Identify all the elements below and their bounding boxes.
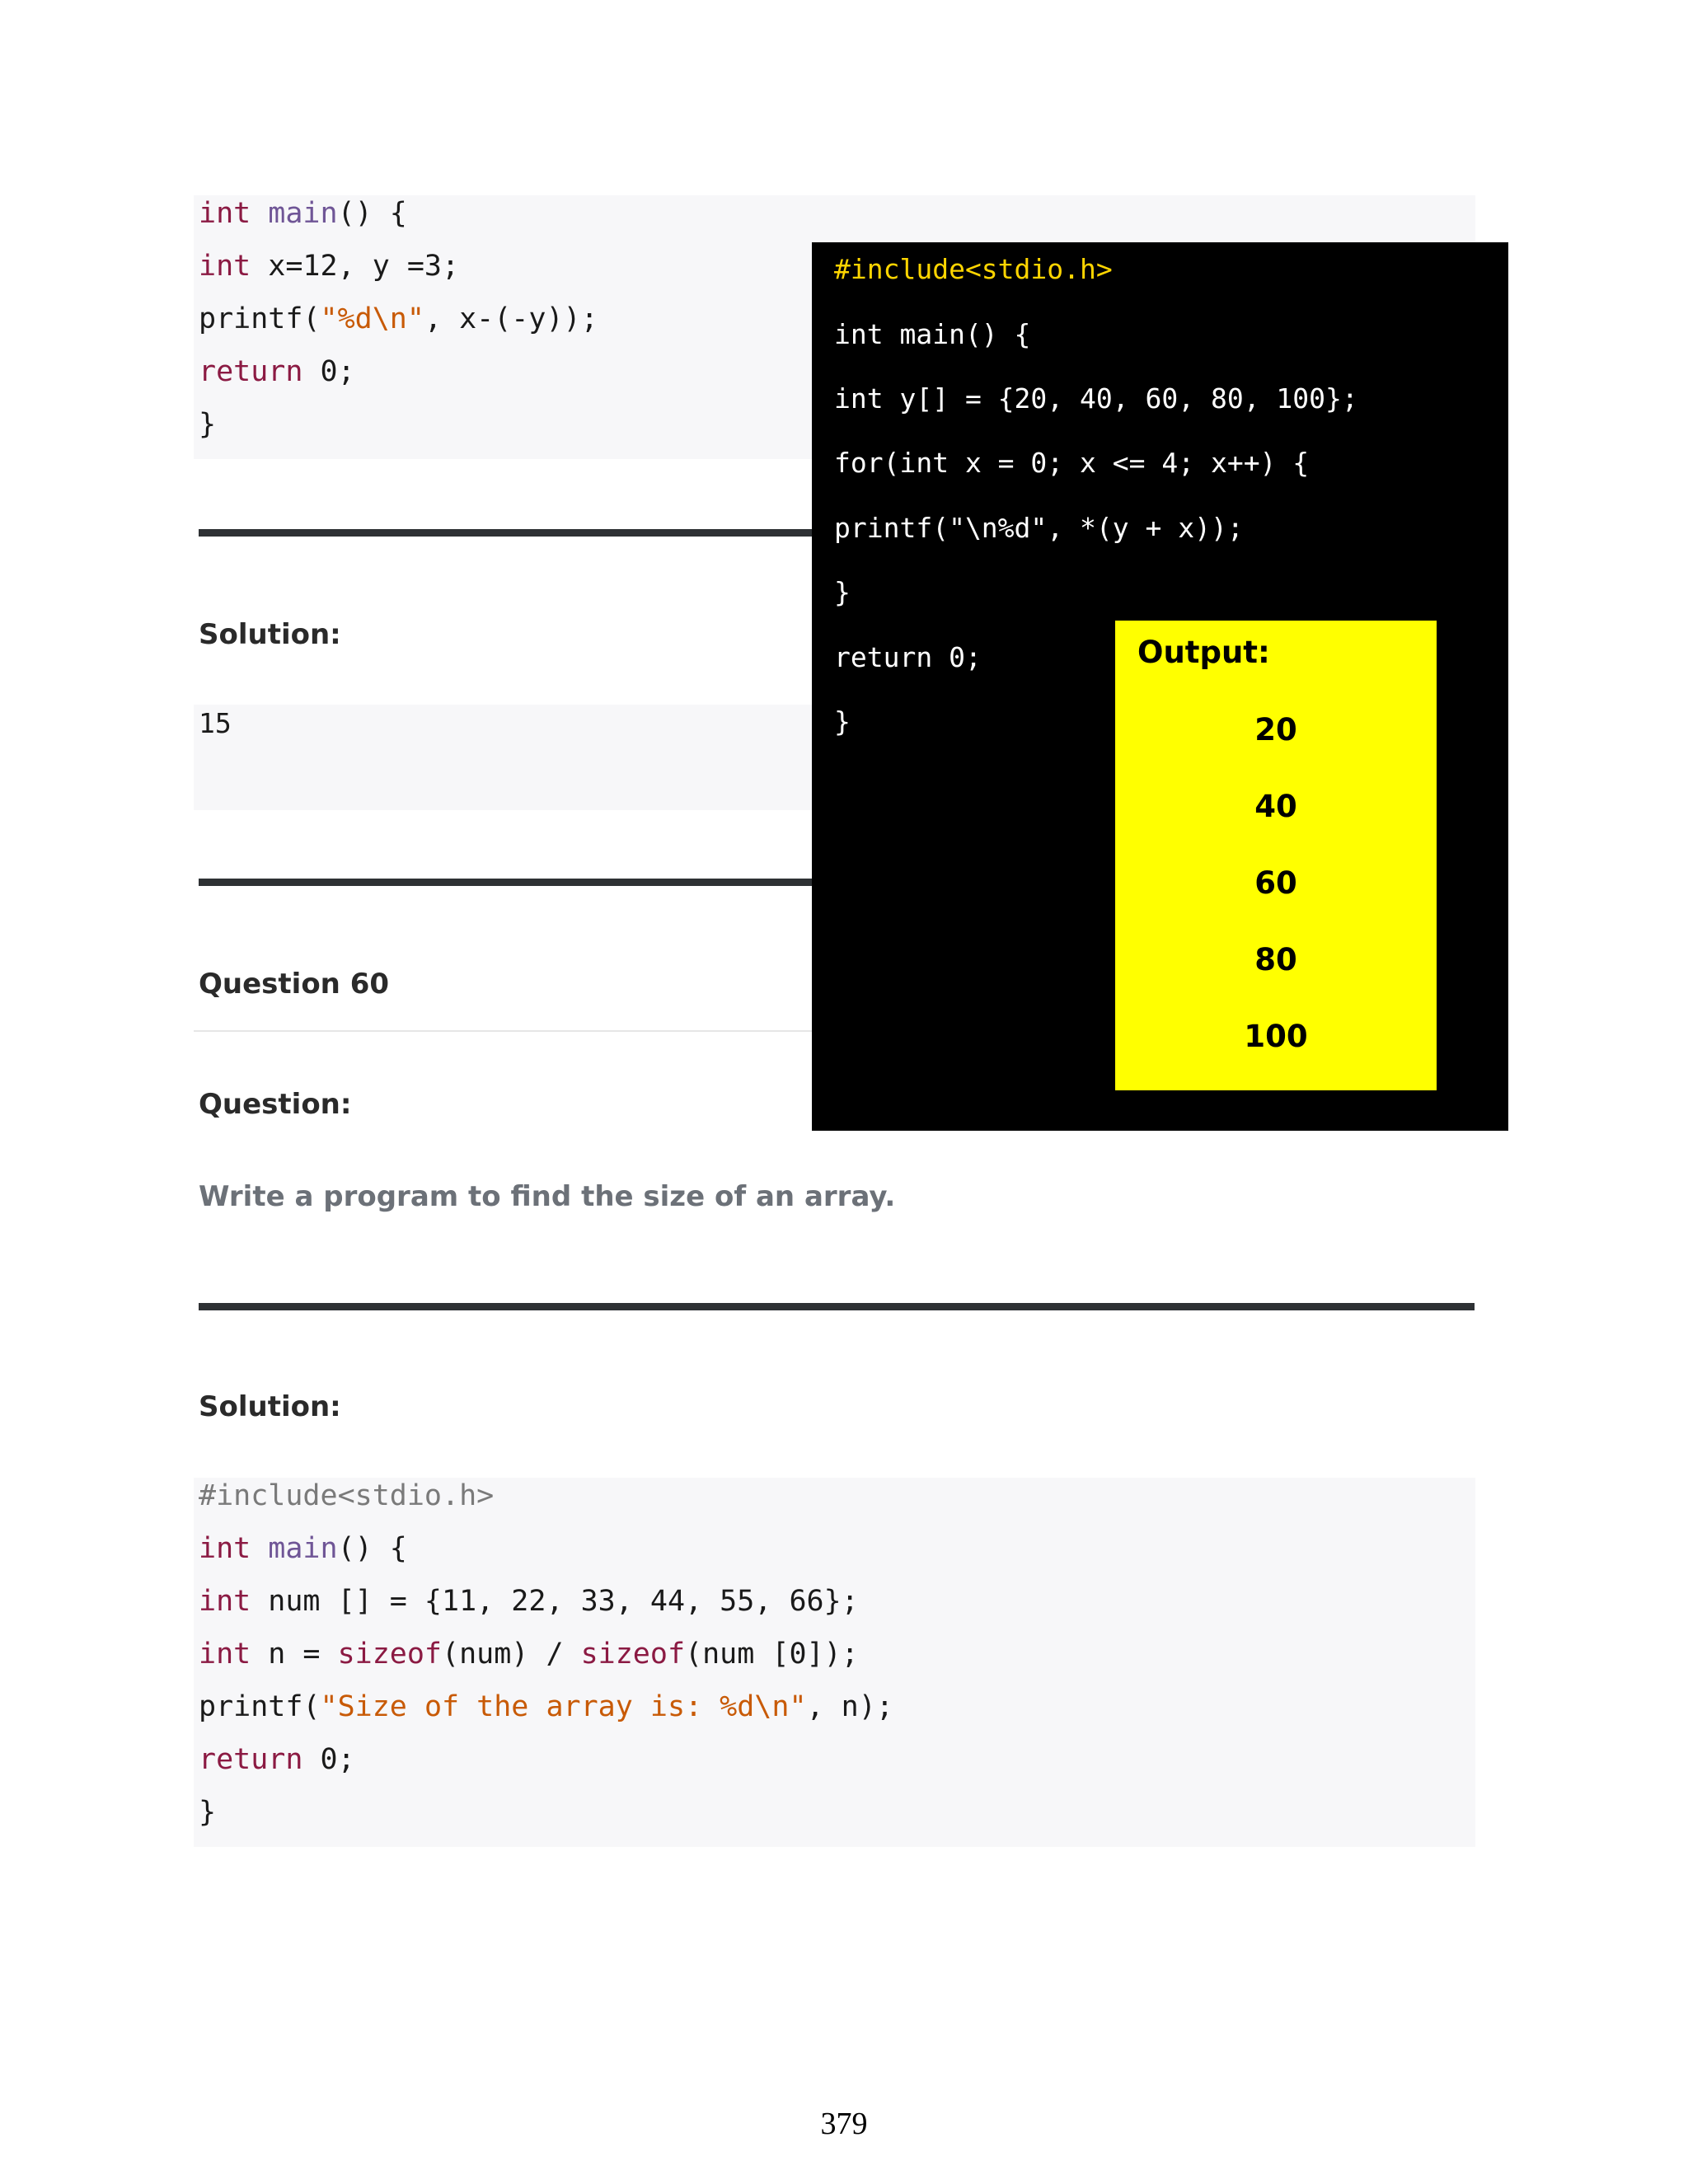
code-line: #include<stdio.h> [199,1479,495,1512]
overlay-code-line: for(int x = 0; x <= 4; x++) { [834,447,1310,479]
code-function: main [251,197,338,230]
code-line [199,301,598,337]
code-string: "Size of the array is: %d\n" [320,1690,807,1723]
overlay-code-line: return 0; [834,641,982,673]
code-text: } [199,408,217,441]
overlay-code-line: int main() { [834,318,1031,350]
solution-output: 15 [199,707,232,739]
output-value: 80 [1254,942,1297,977]
section-divider [199,1303,1475,1310]
overlay-code-line: } [834,705,851,738]
question-text: Write a program to find the size of an array. [199,1180,896,1213]
code-line [199,195,407,232]
page-number: 379 [820,2107,868,2141]
code-line: } [199,1796,217,1829]
code-text: printf( [199,1690,321,1723]
output-value: 60 [1254,865,1297,901]
code-function: sizeof [337,1638,443,1671]
overlay-code-line: } [834,576,851,608]
code-keyword: return [199,1743,303,1776]
code-text: , x-(-y)); [424,302,598,335]
code-line [199,406,216,443]
code-text: num [] = {11, 22, 33, 44, 55, 66}; [251,1585,859,1618]
output-value: 20 [1254,712,1297,748]
code-text: (num [0]); [685,1638,859,1671]
code-line [199,1583,859,1619]
code-function: main [251,1532,338,1565]
code-keyword: return [199,355,303,388]
code-text: () { [337,197,407,230]
code-text: 0; [302,1743,355,1776]
code-text: (num) / [442,1638,581,1671]
code-keyword: int [199,1532,251,1565]
solution-heading: Solution: [199,1390,341,1423]
solution-heading: Solution: [199,618,341,651]
output-value: 100 [1244,1019,1308,1054]
code-keyword: int [199,1638,251,1671]
code-function: sizeof [580,1638,686,1671]
overlay-code-line: printf("\n%d", *(y + x)); [834,512,1244,544]
code-line [199,1689,893,1725]
code-text: , n); [806,1690,893,1723]
code-line [199,1636,859,1672]
output-value: 40 [1254,789,1297,824]
code-keyword: int [199,1585,251,1618]
question-title: Question 60 [199,968,390,1001]
code-text: 0; [302,355,355,388]
code-text: n = [251,1638,338,1671]
code-line [199,1530,407,1567]
code-line [199,1741,355,1778]
overlay-code-line: #include<stdio.h> [834,253,1113,285]
overlay-code-line: int y[] = {20, 40, 60, 80, 100}; [834,382,1358,415]
code-string: "%d\n" [320,302,424,335]
code-text: () { [337,1532,407,1565]
question-label: Question: [199,1088,352,1121]
code-text: printf( [199,302,321,335]
code-text: x=12, y =3; [251,250,460,283]
code-keyword: int [199,250,251,283]
code-line [199,354,355,390]
code-line [199,248,459,284]
code-keyword: int [199,197,251,230]
output-title: Output: [1137,635,1270,670]
